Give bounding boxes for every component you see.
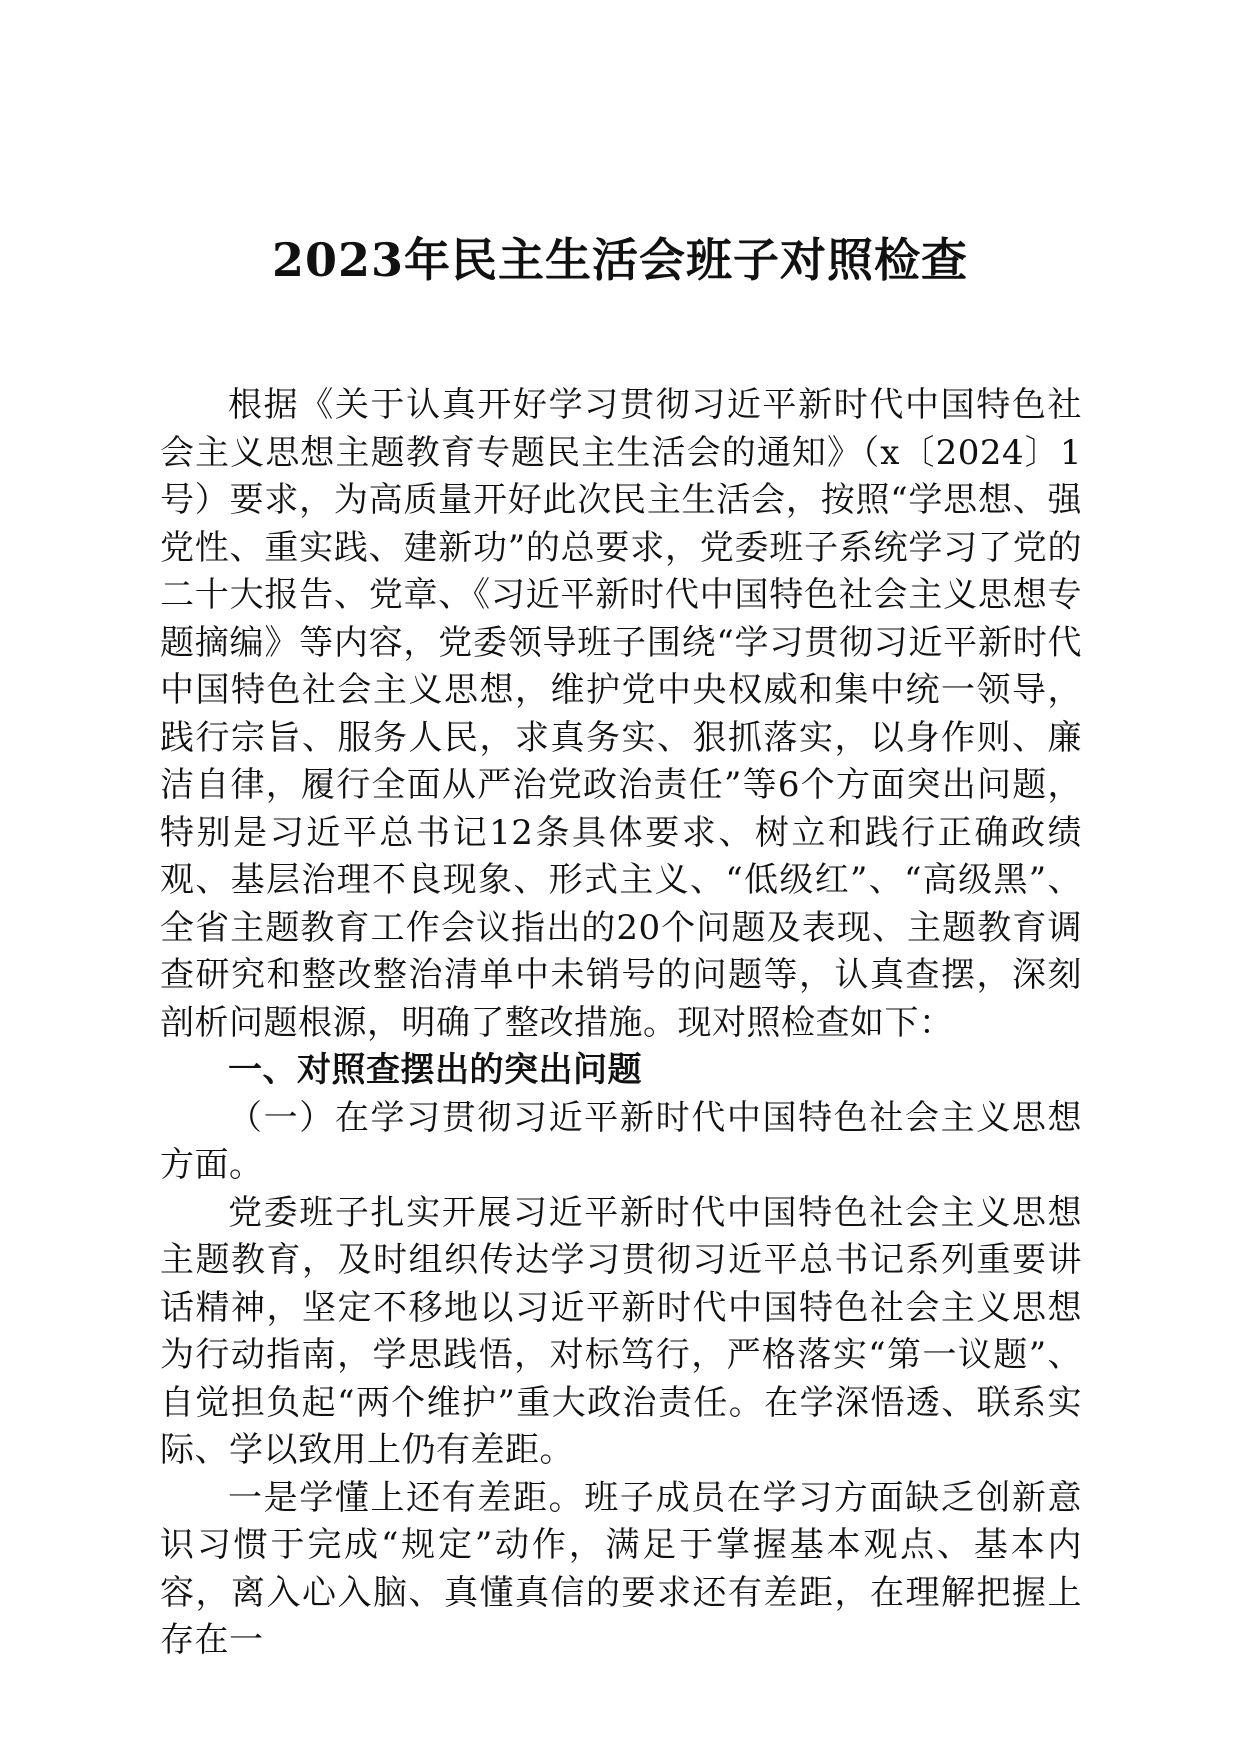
subsection-heading-1: （一）在学习贯彻习近平新时代中国特色社会主义思想方面。 bbox=[160, 1097, 1082, 1185]
body-paragraph-2: 一是学懂上还有差距。班子成员在学习方面缺乏创新意识习惯于完成“规定”动作，满足于掌握基本观点、基本内容，离入心入脑、真懂真信的要求还有差距，在理解把握上存在一 bbox=[160, 1477, 1082, 1660]
section-heading-1: 一、对照查摆出的突出问题 bbox=[228, 1050, 642, 1090]
document-title: 2023年民主生活会班子对照检查 bbox=[271, 233, 969, 287]
intro-paragraph: 根据《关于认真开好学习贯彻习近平新时代中国特色社会主义思想主题教育专题民主生活会的通知》（x〔2024〕1号）要求，为高质量开好此次民主生活会，按照“学思想、强党性、重实践、建新功”的总要求，党委班子系统学习了党的二十大报告、党章、《习近平新时代中国特色社会主义思想专题摘编》等内容，党委领导班子围绕“学习贯彻习近平新时代中国特色社会主义思想，维护党中央权威和集中统一领导，践行宗旨、服务人民，求真务实、狠抓落实，以身作则、廉洁自律，履行全面从严治党政治责任”等6个方面突出问题，特别是习近平总书记12条具体要求、树立和践行正确政绩观、基层治理不良现象、形式主义、“低级红”、“高级黑”、全省主题教育工作会议指出的20个问题及表现、主题教育调查研究和整改整治清单中未销号的问题等，认真查摆，深刻剖析问题根源，明确了整改措施。现对照检查如下： bbox=[160, 385, 1082, 1043]
body-paragraph-1: 党委班子扎实开展习近平新时代中国特色社会主义思想主题教育，及时组织传达学习贯彻习近平总书记系列重要讲话精神，坚定不移地以习近平新时代中国特色社会主义思想为行动指南，学思践悟，对标笃行，严格落实“第一议题”、自觉担负起“两个维护”重大政治责任。在学深悟透、联系实际、学以致用上仍有差距。 bbox=[160, 1192, 1082, 1470]
document-body bbox=[160, 382, 1082, 1665]
